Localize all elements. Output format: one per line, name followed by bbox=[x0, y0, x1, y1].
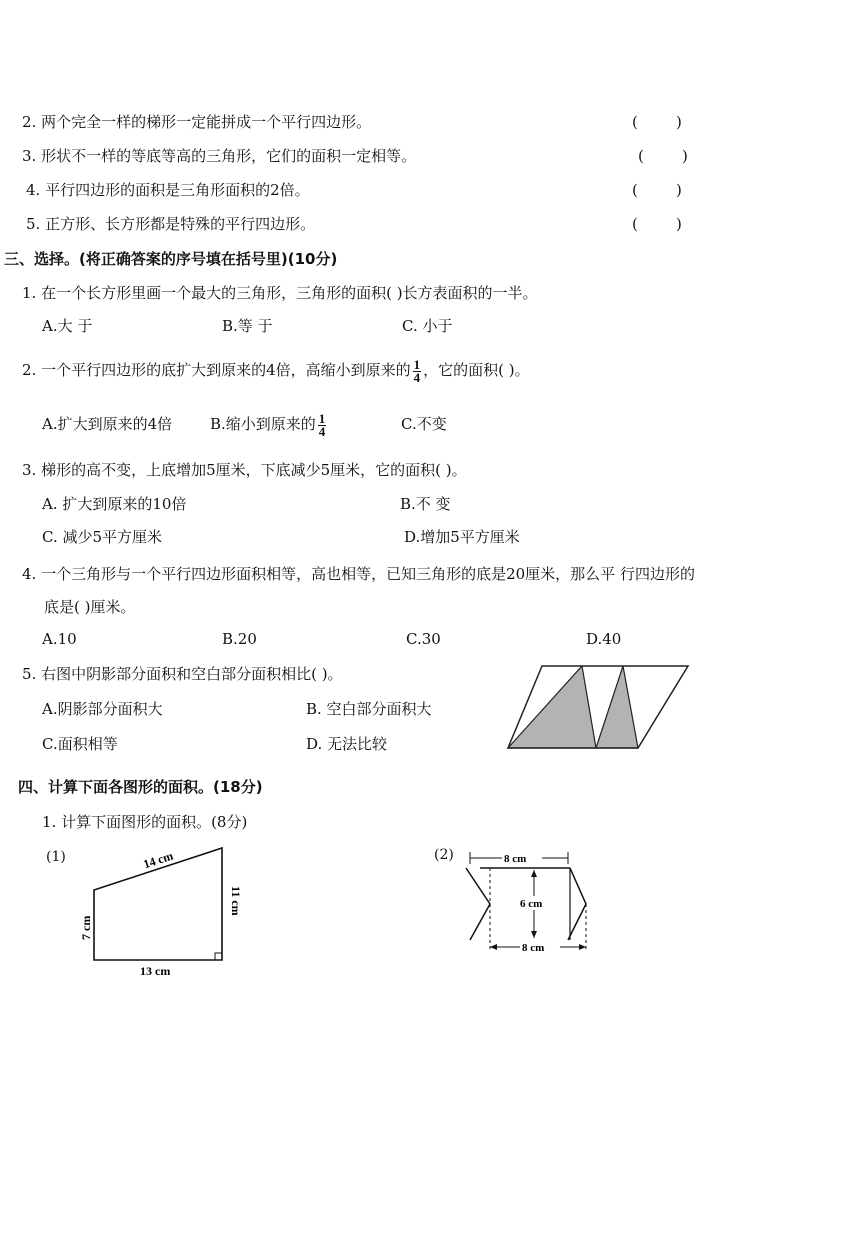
answer-paren[interactable]: ( ) bbox=[632, 215, 682, 233]
answer-paren[interactable]: ( ) bbox=[632, 181, 682, 199]
choice-q5-option-c[interactable]: C.面积相等 bbox=[42, 735, 118, 753]
choice-q2-stem bbox=[22, 358, 530, 384]
parallelogram-right-side bbox=[568, 868, 586, 940]
figure-1-label: (1) bbox=[46, 849, 66, 865]
fraction-denominator: 4 bbox=[413, 369, 421, 385]
shaded-triangle-right bbox=[596, 666, 638, 748]
choice-q2-option-b[interactable] bbox=[210, 412, 328, 438]
choice-q2-stem-post: ，它的面积( )。 bbox=[423, 361, 530, 379]
fraction-numerator: 1 bbox=[318, 410, 326, 426]
judge-item-5: 5. 正方形、长方形都是特殊的平行四边形。 bbox=[26, 215, 316, 233]
choice-q2-option-c[interactable]: C.不变 bbox=[401, 415, 447, 433]
right-trapezoid-figure bbox=[72, 842, 244, 980]
fraction-denominator: 4 bbox=[318, 423, 326, 439]
arrow-head bbox=[490, 944, 497, 950]
choice-q2-option-b-text: B.缩小到原来的 bbox=[210, 415, 316, 433]
fraction-quarter bbox=[318, 410, 327, 439]
fig1-bottom-length: 13 cm bbox=[140, 964, 171, 978]
fig1-left-length: 7 cm bbox=[79, 915, 93, 940]
fig2-bottom-length: 8 cm bbox=[522, 942, 545, 954]
judge-item-2: 2. 两个完全一样的梯形一定能拼成一个平行四边形。 bbox=[22, 113, 372, 131]
choice-q3-option-b[interactable]: B.不 变 bbox=[400, 495, 451, 513]
choice-q5-option-d[interactable]: D. 无法比较 bbox=[306, 735, 388, 753]
choice-q4-stem-line2: 底是( )厘米。 bbox=[44, 598, 136, 616]
answer-paren[interactable]: ( ) bbox=[632, 113, 682, 131]
choice-q3-option-a[interactable]: A. 扩大到原来的10倍 bbox=[42, 495, 187, 513]
choice-q2-option-a[interactable]: A.扩大到原来的4倍 bbox=[42, 415, 173, 433]
choice-q4-option-c[interactable]: C.30 bbox=[406, 630, 441, 648]
choice-q4-stem-line1: 4. 一个三角形与一个平行四边形面积相等，高也相等，已知三角形的底是20厘米，那么平 行四边形的 bbox=[22, 565, 695, 583]
right-angle-mark bbox=[215, 953, 222, 960]
section-heading-choice: 三、选择。(将正确答案的序号填在括号里)(10分) bbox=[4, 250, 338, 268]
choice-q4-option-a[interactable]: A.10 bbox=[42, 630, 77, 648]
choice-q1-option-a[interactable]: A.大 于 bbox=[42, 317, 93, 335]
parallelogram-shaded-figure bbox=[498, 656, 694, 754]
parallelogram-dimension-figure bbox=[462, 846, 596, 960]
answer-paren[interactable]: ( ) bbox=[638, 147, 688, 165]
fig2-top-length: 8 cm bbox=[504, 853, 527, 865]
calc-sub-question: 1. 计算下面图形的面积。(8分) bbox=[42, 813, 248, 831]
choice-q2-stem-pre: 2. 一个平行四边形的底扩大到原来的4倍，高缩小到原来的 bbox=[22, 361, 411, 379]
fig1-right-length: 11 cm bbox=[229, 886, 243, 916]
fig2-height-length: 6 cm bbox=[520, 898, 543, 910]
section-heading-calc: 四、计算下面各图形的面积。(18分) bbox=[18, 778, 263, 796]
fraction-quarter bbox=[413, 356, 422, 385]
fig1-top-length: 14 cm bbox=[141, 848, 175, 872]
arrow-head bbox=[531, 870, 537, 877]
judge-item-3: 3. 形状不一样的等底等高的三角形，它们的面积一定相等。 bbox=[22, 147, 417, 165]
choice-q3-option-d[interactable]: D.增加5平方厘米 bbox=[404, 528, 520, 546]
figure-2-label: (2) bbox=[434, 847, 454, 863]
choice-q1-option-b[interactable]: B.等 于 bbox=[222, 317, 273, 335]
fraction-numerator: 1 bbox=[413, 356, 421, 372]
choice-q1-option-c[interactable]: C. 小于 bbox=[402, 317, 453, 335]
choice-q1-stem: 1. 在一个长方形里画一个最大的三角形，三角形的面积( )长方表面积的一半。 bbox=[22, 284, 538, 302]
parallelogram-left-side bbox=[466, 868, 490, 940]
choice-q5-option-b[interactable]: B. 空白部分面积大 bbox=[306, 700, 432, 718]
arrow-head bbox=[531, 931, 537, 938]
choice-q5-option-a[interactable]: A.阴影部分面积大 bbox=[42, 700, 163, 718]
choice-q5-stem: 5. 右图中阴影部分面积和空白部分面积相比( )。 bbox=[22, 665, 343, 683]
choice-q4-option-b[interactable]: B.20 bbox=[222, 630, 257, 648]
choice-q3-option-c[interactable]: C. 减少5平方厘米 bbox=[42, 528, 163, 546]
arrow-head bbox=[579, 944, 586, 950]
choice-q4-option-d[interactable]: D.40 bbox=[586, 630, 622, 648]
shaded-triangle-left bbox=[508, 666, 596, 748]
choice-q3-stem: 3. 梯形的高不变，上底增加5厘米，下底减少5厘米，它的面积( )。 bbox=[22, 461, 467, 479]
judge-item-4: 4. 平行四边形的面积是三角形面积的2倍。 bbox=[26, 181, 310, 199]
